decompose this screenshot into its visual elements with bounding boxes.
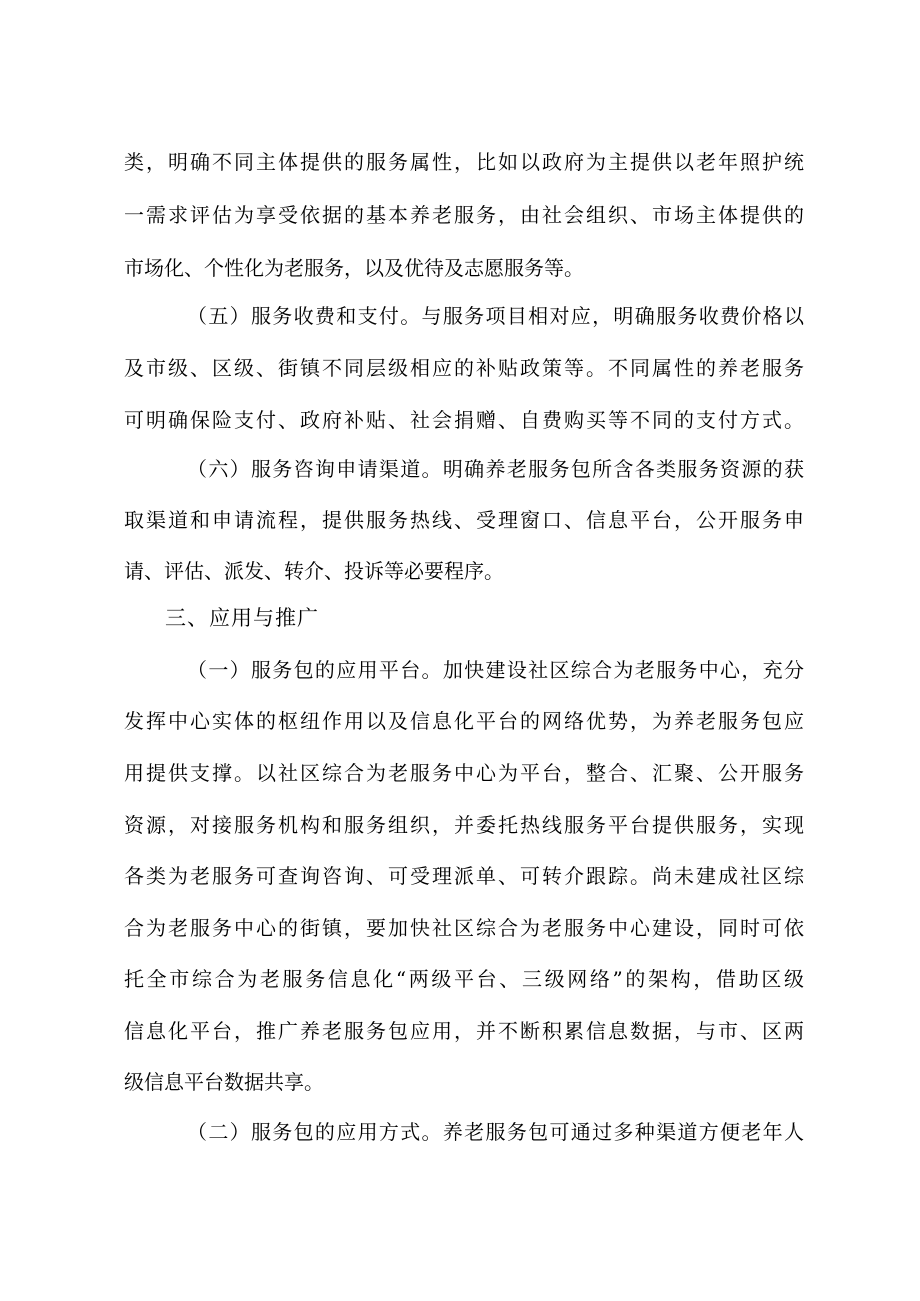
text-line: 请、评估、派发、转介、投诉等必要程序。 (124, 559, 504, 583)
text-line: 发挥中心实体的枢纽作用以及信息化平台的网络优势，为养老服务包应 (124, 709, 804, 733)
text-line: 合为老服务中心的街镇，要加快社区综合为老服务中心建设，同时可依 (124, 916, 804, 940)
text-line: 类，明确不同主体提供的服务属性，比如以政府为主提供以老年照护统 (124, 150, 804, 174)
text-line: （一）服务包的应用平台。加快建设社区综合为老服务中心，充分 (187, 658, 804, 682)
text-line: 各类为老服务可查询咨询、可受理派单、可转介跟踪。尚未建成社区综 (124, 864, 804, 888)
text-line: 可明确保险支付、政府补贴、社会捐赠、自费购买等不同的支付方式。 (124, 408, 804, 432)
text-line: 用提供支撑。以社区综合为老服务中心为平台，整合、汇聚、公开服务 (124, 761, 804, 785)
text-line: （六）服务咨询申请渠道。明确养老服务包所含各类服务资源的获 (187, 457, 804, 481)
text-line: 市场化、个性化为老服务，以及优待及志愿服务等。 (124, 256, 584, 280)
text-line: 级信息平台数据共享。 (124, 1070, 324, 1094)
text-line: （二）服务包的应用方式。养老服务包可通过多种渠道方便老年人 (187, 1120, 804, 1144)
text-line: 资源，对接服务机构和服务组织，并委托热线服务平台提供服务，实现 (124, 813, 804, 837)
text-line: 托全市综合为老服务信息化“两级平台、三级网络”的架构，借助区级 (124, 967, 804, 991)
text-line: 一需求评估为享受依据的基本养老服务，由社会组织、市场主体提供的 (124, 203, 804, 227)
section-heading: 三、应用与推广 (165, 606, 319, 630)
text-line: 及市级、区级、街镇不同层级相应的补贴政策等。不同属性的养老服务 (124, 356, 804, 380)
text-line: 取渠道和申请流程，提供服务热线、受理窗口、信息平台，公开服务申 (124, 508, 804, 532)
text-line: 信息化平台，推广养老服务包应用，并不断积累信息数据，与市、区两 (124, 1019, 804, 1043)
text-line: （五）服务收费和支付。与服务项目相对应，明确服务收费价格以 (187, 304, 804, 328)
